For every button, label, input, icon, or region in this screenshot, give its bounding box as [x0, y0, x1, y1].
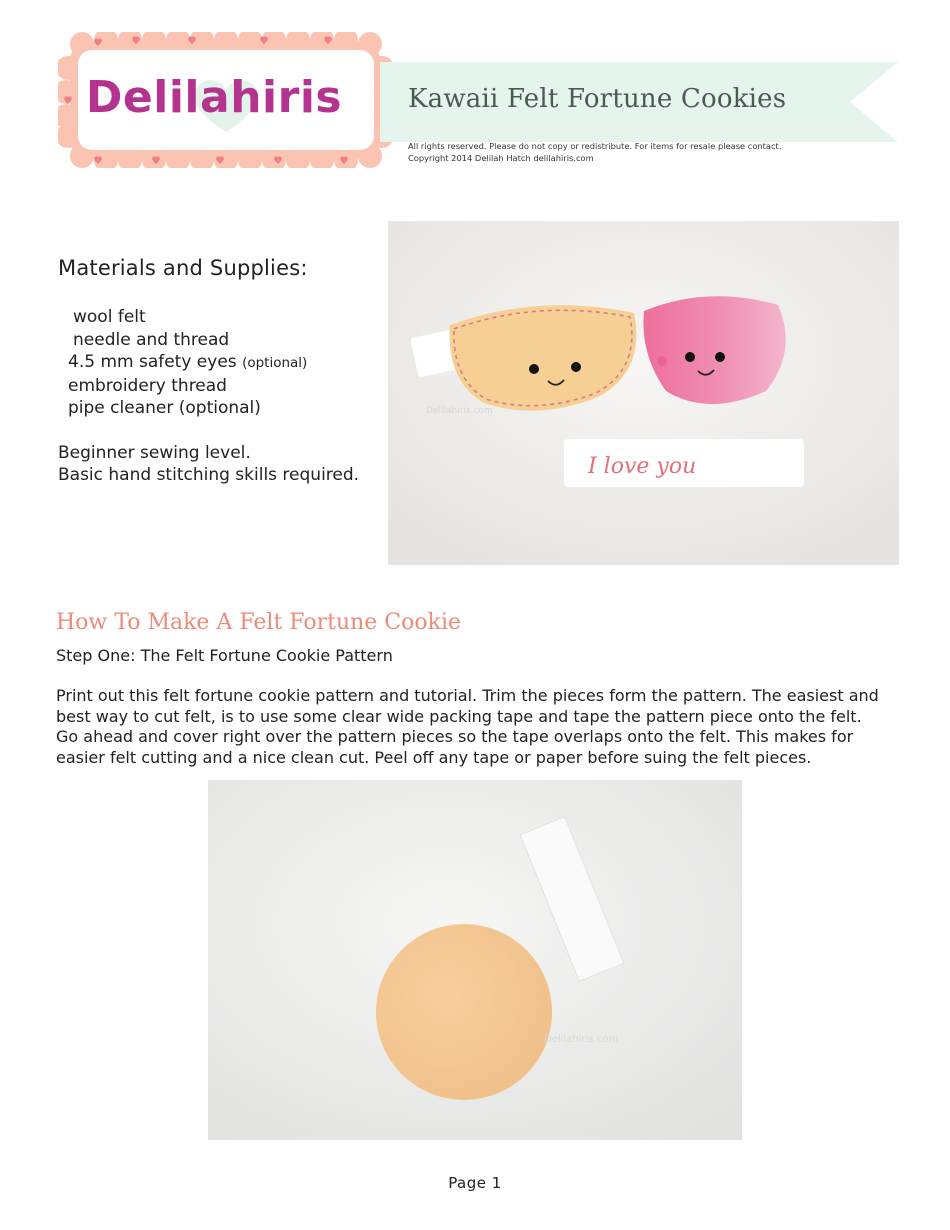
- step-body: [56, 686, 906, 768]
- logo-badge: [58, 32, 394, 168]
- materials-section: [58, 256, 388, 487]
- material-text: needle and thread: [73, 329, 230, 350]
- materials-heading: Materials and Supplies:: [58, 256, 308, 280]
- step-line: easier felt cutting and a nice clean cut. Peel off any tape or paper before suing the felt pieces.: [56, 747, 812, 767]
- photo-watermark: Delilahiris.com: [426, 406, 493, 416]
- skill-note: Basic hand stitching skills required.: [58, 465, 360, 485]
- material-text: wool felt: [73, 307, 146, 327]
- step-line: Go ahead and cover right over the pattern pieces so the tape overlaps onto the felt. This makes for: [56, 727, 854, 746]
- step-title: Step One: The Felt Fortune Cookie Pattern: [56, 646, 393, 665]
- material-text: embroidery thread: [68, 375, 227, 396]
- photo-watermark: Delilahiris.com: [544, 1034, 619, 1045]
- list-item: [58, 306, 388, 329]
- logo-text: Delilahiris: [85, 72, 343, 123]
- howto-heading: How To Make A Felt Fortune Cookie: [56, 610, 462, 635]
- list-item: [58, 351, 388, 375]
- material-text: pipe cleaner (optional): [68, 398, 261, 418]
- page-number: Page 1: [448, 1174, 502, 1192]
- document-title: Kawaii Felt Fortune Cookies: [408, 84, 787, 114]
- list-item: [58, 397, 388, 420]
- fortune-cookies-photo: [388, 221, 899, 565]
- list-item: [58, 375, 388, 398]
- title-banner: [380, 62, 898, 142]
- skill-notes: [58, 442, 388, 487]
- step-line: Print out this felt fortune cookie pattern and tutorial. Trim the pieces form the pattern. The easiest and: [56, 686, 879, 705]
- copyright-line: All rights reserved. Please do not copy or redistribute. For items for resale please contact.: [408, 141, 782, 151]
- material-text: 4.5 mm safety eyes: [68, 352, 237, 372]
- felt-pieces-photo: [208, 780, 742, 1140]
- copyright-notice: [408, 140, 781, 164]
- felt-pieces-illustration: [208, 780, 742, 1140]
- material-note: (optional): [242, 355, 308, 371]
- skill-note: Beginner sewing level.: [58, 442, 251, 463]
- step-line: best way to cut felt, is to use some clear wide packing tape and tape the pattern piece onto the felt.: [56, 706, 862, 726]
- fortune-note-text: I love you: [588, 454, 697, 479]
- fortune-cookies-illustration: [388, 221, 899, 565]
- copyright-line: Copyright 2014 Delilah Hatch delilahiris.com: [408, 153, 594, 163]
- list-item: [58, 329, 388, 352]
- materials-list: [58, 306, 388, 420]
